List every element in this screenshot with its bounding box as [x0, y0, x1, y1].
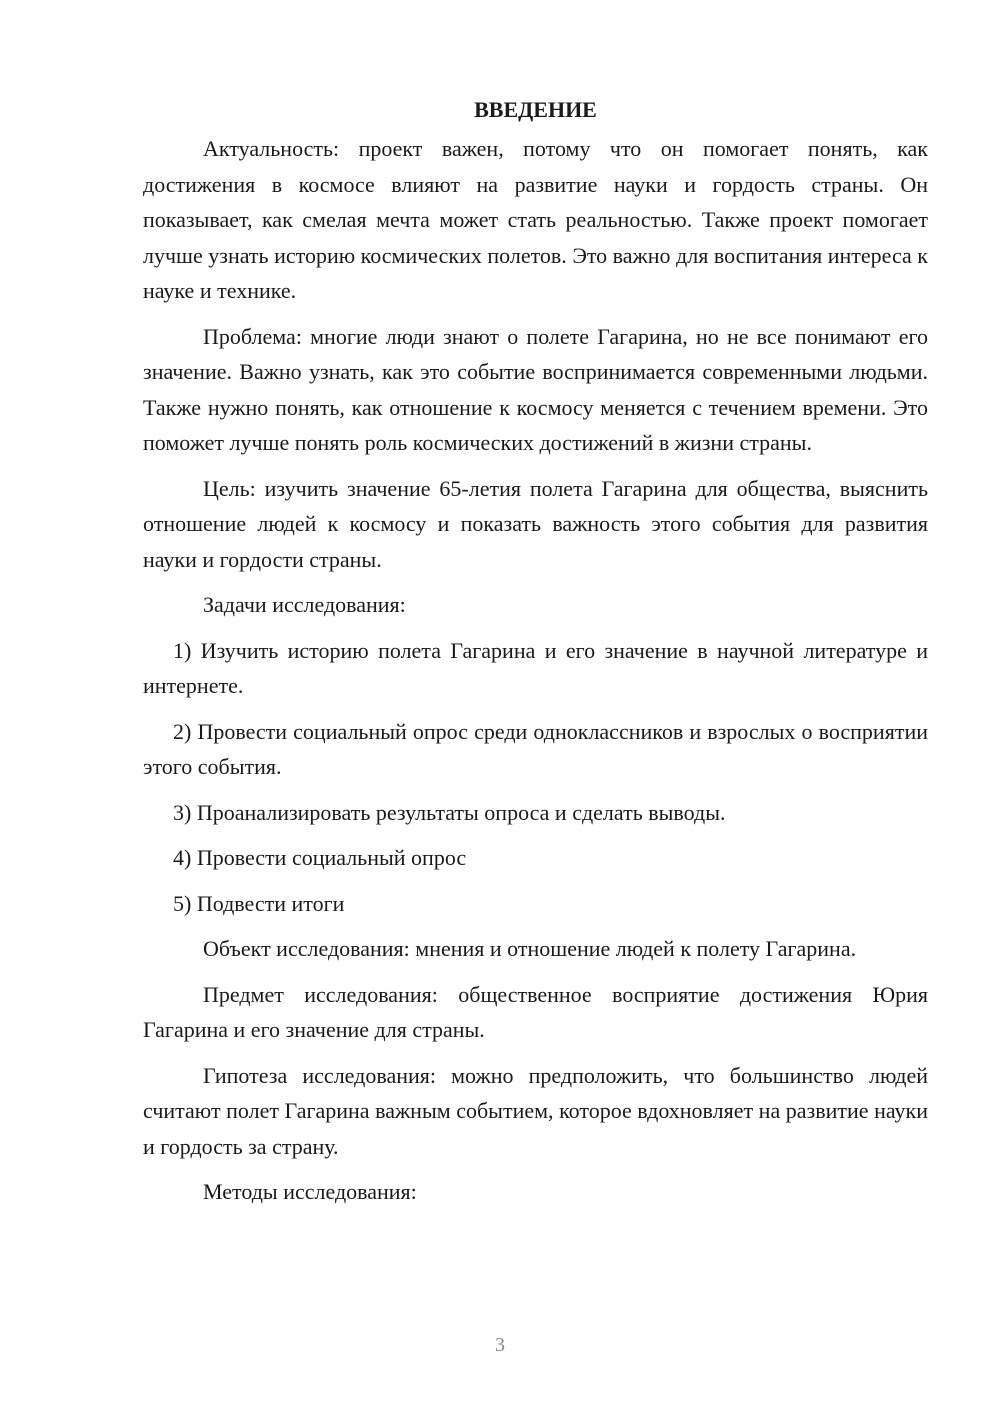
subject-paragraph: Предмет исследования: общественное восприятие достижения Юрия Гагарина и его значение для страны.	[143, 981, 928, 1042]
document-page	[143, 92, 928, 1220]
object-paragraph: Объект исследования: мнения и отношение людей к полету Гагарина.	[203, 936, 857, 961]
page-number: 3	[495, 1334, 505, 1356]
tasks-heading: Задачи исследования:	[203, 592, 406, 617]
task-item-2: 2) Провести социальный опрос среди одноклассников и взрослых о восприятии этого события.	[143, 718, 928, 779]
task-item-4: 4) Провести социальный опрос	[173, 845, 467, 870]
goal-paragraph: Цель: изучить значение 65-летия полета Гагарина для общества, выяснить отношение людей к космосу и показать важность этого события для развития науки и гордости страны.	[143, 475, 928, 572]
relevance-paragraph: Актуальность: проект важен, потому что он помогает понять, как достижения в космосе влияют на развитие науки и гордость страны. Он показывает, как смелая мечта может стать реальностью. Также проект помогает лучше узнать историю космических полетов. Это важно для воспитания интереса к науке и технике.	[143, 136, 928, 303]
task-item-5: 5) Подвести итоги	[173, 890, 345, 916]
hypothesis-paragraph: Гипотеза исследования: можно предположить, что большинство людей считают полет Гагарина важным событием, которое вдохновляет на развитие науки и гордость за страну.	[143, 1062, 928, 1159]
problem-paragraph: Проблема: многие люди знают о полете Гагарина, но не все понимают его значение. Важно узнать, как это событие воспринимается современными людьми. Также нужно понять, как отношение к космосу меняется с течением времени. Это поможет лучше понять роль космических достижений в жизни страны.	[143, 323, 928, 455]
methods-heading: Методы исследования:	[203, 1179, 417, 1204]
section-title: ВВЕДЕНИЕ	[474, 97, 597, 122]
task-item-1: 1) Изучить историю полета Гагарина и его значение в научной литературе и интернете.	[143, 637, 928, 698]
task-item-3: 3) Проанализировать результаты опроса и сделать выводы.	[173, 799, 726, 825]
